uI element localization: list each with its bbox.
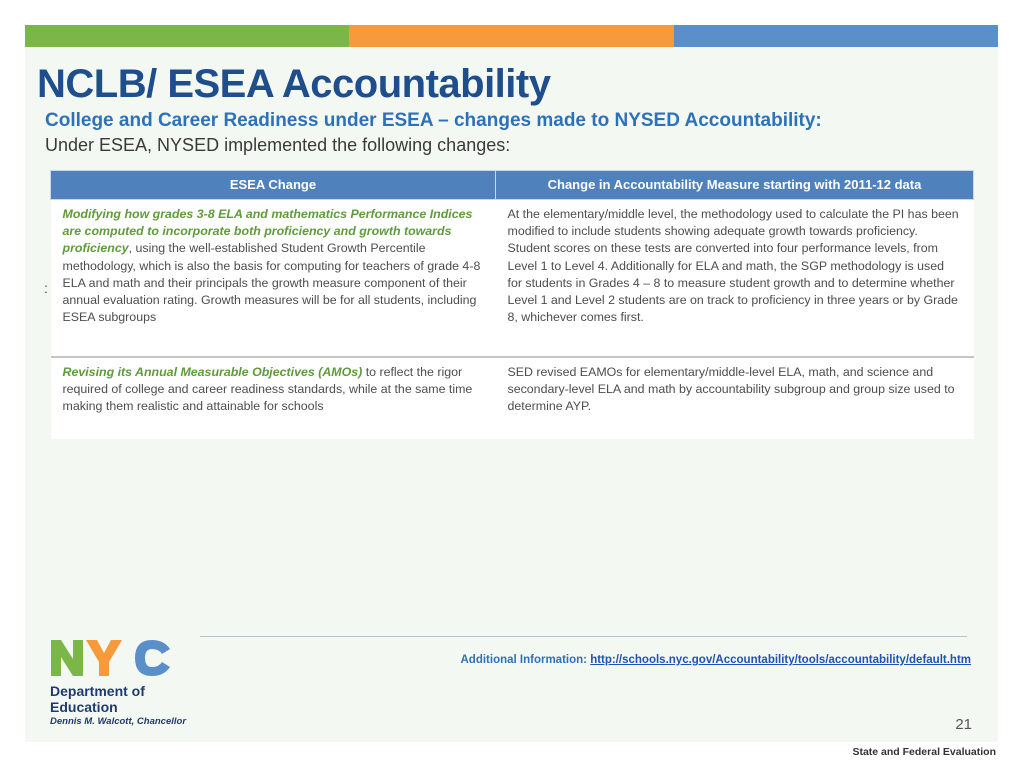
esea-changes-table	[50, 170, 974, 439]
change-text: , using the well-established Student Growth Percentile methodology, which is also the basis for computing for teachers of grade 4-8 ELA and math and their principals the growth measure component of their annual evaluation rating. Growth measures will be for all students, including ESEA subgroups	[62, 241, 481, 325]
esea-change-cell	[51, 200, 496, 358]
top-color-bar	[25, 25, 998, 47]
additional-information	[461, 654, 972, 666]
header-accountability-measure: Change in Accountability Measure starting with 2011-12 data	[496, 171, 974, 200]
department-name: Department of Education	[50, 683, 145, 715]
change-emphasis: Revising its Annual Measurable Objectives (AMOs)	[62, 365, 363, 379]
slide-title: NCLB/ ESEA Accountability	[37, 62, 551, 106]
intro-text: Under ESEA, NYSED implemented the following changes:	[45, 135, 511, 155]
stray-colon-mark: :	[44, 280, 48, 296]
slide-subtitle: College and Career Readiness under ESEA – changes made to NYSED Accountability:	[45, 110, 822, 131]
table-row	[51, 357, 974, 439]
page-number: 21	[955, 716, 972, 733]
measure-cell: SED revised EAMOs for elementary/middle-level ELA, math, and science and secondary-level ELA and math by accountability subgroup and group size used to determine AYP.	[496, 357, 974, 439]
table-row	[51, 200, 974, 358]
header-esea-change: ESEA Change	[51, 171, 496, 200]
top-bar-blue	[674, 25, 998, 47]
additional-info-label: Additional Information:	[460, 654, 591, 666]
table-header-row	[51, 171, 974, 200]
top-bar-green	[25, 25, 349, 47]
top-bar-orange	[349, 25, 673, 47]
esea-change-cell	[51, 357, 496, 439]
accountability-link[interactable]: http://schools.nyc.gov/Accountability/tools/accountability/default.htm	[590, 654, 971, 666]
change-emphasis: Modifying how grades 3-8 ELA and mathematics Performance Indices are computed to incorporate both proficiency and growth towards proficiency	[62, 207, 473, 256]
footer-divider	[200, 636, 967, 637]
footer-label: State and Federal Evaluation	[852, 746, 996, 758]
chancellor-name: Dennis M. Walcott, Chancellor	[50, 716, 187, 727]
nyc-letters-logo-icon	[50, 637, 180, 679]
change-text: to reflect the rigor required of college and career readiness standards, while at the same time making them realistic and attainable for schools	[62, 365, 473, 414]
measure-cell: At the elementary/middle level, the methodology used to calculate the PI has been modified to include students showing adequate growth towards proficiency. Student scores on these tests are converted into four performance levels, from Level 1 to Level 4. Additionally for ELA and math, the SGP methodology is used for students in Grades 4 – 8 to measure student growth and to determine whether Level 1 and Level 2 students are on track to proficiency in three years or by Grade 8, whichever comes first.	[496, 200, 974, 358]
